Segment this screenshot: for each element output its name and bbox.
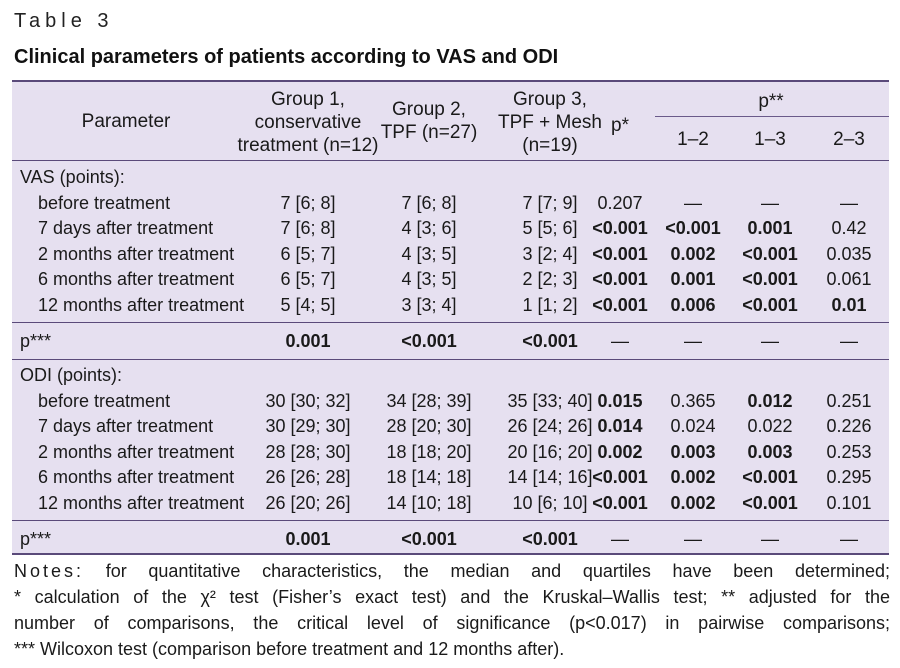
row-label: 2 months after treatment <box>38 243 235 264</box>
cell-p13: 0.012 <box>747 390 793 411</box>
cell-g1: 30 [29; 30] <box>265 416 351 436</box>
cell-p: <0.001 <box>592 294 648 315</box>
header-group3: (n=19) <box>522 135 578 156</box>
header-pair-1–2: 1–2 <box>677 129 709 150</box>
cell-g3: 3 [2; 4] <box>522 243 578 264</box>
notes-lead: Notes: <box>14 561 85 581</box>
row-label: 12 months after treatment <box>38 294 245 315</box>
cell-g2: 7 [6; 8] <box>401 192 457 213</box>
cell-g1: 26 [20; 26] <box>265 492 351 513</box>
cell-p12: <0.001 <box>665 218 721 238</box>
pvalue-p23: — <box>840 529 858 549</box>
cell-p12: 0.003 <box>670 441 716 462</box>
cell-g3: 35 [33; 40] <box>507 390 593 411</box>
section-title: VAS (points): <box>20 167 125 187</box>
cell-p12: 0.024 <box>670 416 716 436</box>
notes-line <box>14 610 890 636</box>
cell-p13: <0.001 <box>742 243 798 264</box>
cell-g3: 20 [16; 20] <box>507 441 593 462</box>
cell-p12: — <box>684 192 702 213</box>
cell-p12: 0.006 <box>670 294 716 315</box>
cell-p: <0.001 <box>592 269 648 289</box>
table-title: Clinical parameters of patients according to VAS and ODI <box>14 46 559 68</box>
cell-p23: 0.42 <box>831 218 867 238</box>
header-p: p* <box>611 115 629 136</box>
notes-text: number of comparisons, the critical level of significance (p<0.017) in pairwise comparisons; <box>14 613 890 633</box>
cell-p: 0.015 <box>597 390 643 411</box>
cell-g3: 10 [6; 10] <box>512 492 588 513</box>
cell-p13: 0.001 <box>747 218 793 238</box>
cell-p23: — <box>840 192 858 213</box>
cell-p23: 0.035 <box>826 243 872 264</box>
notes-line <box>14 636 890 662</box>
table-label: Table 3 <box>14 10 114 32</box>
cell-g3: 7 [7; 9] <box>522 192 578 213</box>
cell-p13: <0.001 <box>742 492 798 513</box>
header-parameter: Parameter <box>81 111 171 132</box>
header-group1: conservative <box>254 112 362 133</box>
pvalue-g2: <0.001 <box>401 529 457 549</box>
cell-p12: 0.002 <box>670 467 716 487</box>
cell-p23: 0.251 <box>826 390 872 411</box>
cell-g2: 3 [3; 4] <box>401 294 457 315</box>
row-label: 6 months after treatment <box>38 269 235 289</box>
cell-g2: 28 [20; 30] <box>386 416 472 436</box>
pvalue-p13: — <box>761 331 779 351</box>
cell-p23: 0.253 <box>826 441 872 462</box>
cell-p12: 0.001 <box>670 269 716 289</box>
cell-g2: 4 [3; 6] <box>401 218 457 238</box>
cell-g3: 1 [1; 2] <box>522 294 578 315</box>
header-group2: TPF (n=27) <box>380 122 478 143</box>
notes-line <box>14 584 890 610</box>
notes-text: * calculation of the χ² test (Fisher’s exact test) and the Kruskal–Wallis test; ** adjusted for the <box>14 587 890 607</box>
cell-p23: 0.101 <box>826 492 872 513</box>
table-rule <box>655 116 889 117</box>
cell-g3: 26 [24; 26] <box>507 416 593 436</box>
cell-p23: 0.01 <box>831 294 867 315</box>
pvalue-g3: <0.001 <box>522 331 578 351</box>
cell-p13: 0.022 <box>747 416 793 436</box>
cell-p12: 0.002 <box>670 243 716 264</box>
cell-g1: 26 [26; 28] <box>265 467 351 487</box>
row-label: 7 days after treatment <box>38 218 214 238</box>
table-rule <box>12 160 889 161</box>
cell-p: <0.001 <box>592 467 648 487</box>
header-group1: treatment (n=12) <box>237 135 379 156</box>
cell-p23: 0.295 <box>826 467 872 487</box>
pvalue-p: — <box>611 331 629 351</box>
cell-g2: 18 [14; 18] <box>386 467 472 487</box>
cell-g1: 30 [30; 32] <box>265 390 351 411</box>
pvalue-row-label: p*** <box>20 529 52 549</box>
cell-p23: 0.061 <box>826 269 872 289</box>
cell-g1: 28 [28; 30] <box>265 441 351 462</box>
cell-g1: 5 [4; 5] <box>280 294 336 315</box>
table-notes <box>14 558 890 662</box>
pvalue-g2: <0.001 <box>401 331 457 351</box>
cell-p: <0.001 <box>592 492 648 513</box>
cell-p: 0.002 <box>597 441 643 462</box>
cell-g2: 14 [10; 18] <box>386 492 472 513</box>
header-pair-1–3: 1–3 <box>754 129 786 150</box>
cell-p12: 0.365 <box>670 390 716 411</box>
header-group2: Group 2, <box>392 99 466 120</box>
cell-g2: 4 [3; 5] <box>401 269 457 289</box>
row-label: 6 months after treatment <box>38 467 235 487</box>
clinical-parameters-table <box>12 80 889 555</box>
cell-p13: <0.001 <box>742 294 798 315</box>
header-group3: TPF + Mesh <box>498 112 602 133</box>
row-label: 7 days after treatment <box>38 416 214 436</box>
row-label: 2 months after treatment <box>38 441 235 462</box>
row-label: before treatment <box>38 192 171 213</box>
pvalue-row-label: p*** <box>20 331 52 351</box>
cell-g3: 2 [2; 3] <box>522 269 578 289</box>
header-group3: Group 3, <box>513 89 587 110</box>
pvalue-p13: — <box>761 529 779 549</box>
pvalue-g1: 0.001 <box>285 529 331 549</box>
pvalue-g3: <0.001 <box>522 529 578 549</box>
table-rule <box>12 520 889 521</box>
pvalue-p23: — <box>840 331 858 351</box>
cell-g2: 34 [28; 39] <box>386 390 472 411</box>
header-group1: Group 1, <box>271 89 345 110</box>
table-rule <box>12 322 889 323</box>
cell-p12: 0.002 <box>670 492 716 513</box>
row-label: before treatment <box>38 390 171 411</box>
cell-g3: 14 [14; 16] <box>507 467 593 487</box>
cell-p13: — <box>761 192 779 213</box>
cell-p: <0.001 <box>592 243 648 264</box>
cell-g3: 5 [5; 6] <box>522 218 578 238</box>
pvalue-p: — <box>611 529 629 549</box>
notes-line <box>14 558 890 584</box>
pvalue-p12: — <box>684 331 702 351</box>
pvalue-g1: 0.001 <box>285 331 331 351</box>
cell-p: 0.014 <box>597 416 643 436</box>
cell-p: <0.001 <box>592 218 648 238</box>
cell-p: 0.207 <box>597 192 643 213</box>
notes-text: for quantitative characteristics, the median and quartiles have been determined; <box>105 561 890 581</box>
cell-p13: <0.001 <box>742 269 798 289</box>
cell-g2: 4 [3; 5] <box>401 243 457 264</box>
table-rule <box>12 359 889 360</box>
cell-p13: 0.003 <box>747 441 793 462</box>
row-label: 12 months after treatment <box>38 492 245 513</box>
cell-g1: 6 [5; 7] <box>280 269 336 289</box>
section-title: ODI (points): <box>20 365 123 385</box>
cell-g1: 6 [5; 7] <box>280 243 336 264</box>
cell-p23: 0.226 <box>826 416 872 436</box>
pvalue-p12: — <box>684 529 702 549</box>
cell-p13: <0.001 <box>742 467 798 487</box>
header-pair-2–3: 2–3 <box>833 129 865 150</box>
header-p-pairwise: p** <box>758 91 784 112</box>
notes-text: *** Wilcoxon test (comparison before treatment and 12 months after). <box>14 639 565 659</box>
cell-g1: 7 [6; 8] <box>280 192 336 213</box>
cell-g1: 7 [6; 8] <box>280 218 336 238</box>
cell-g2: 18 [18; 20] <box>386 441 472 462</box>
